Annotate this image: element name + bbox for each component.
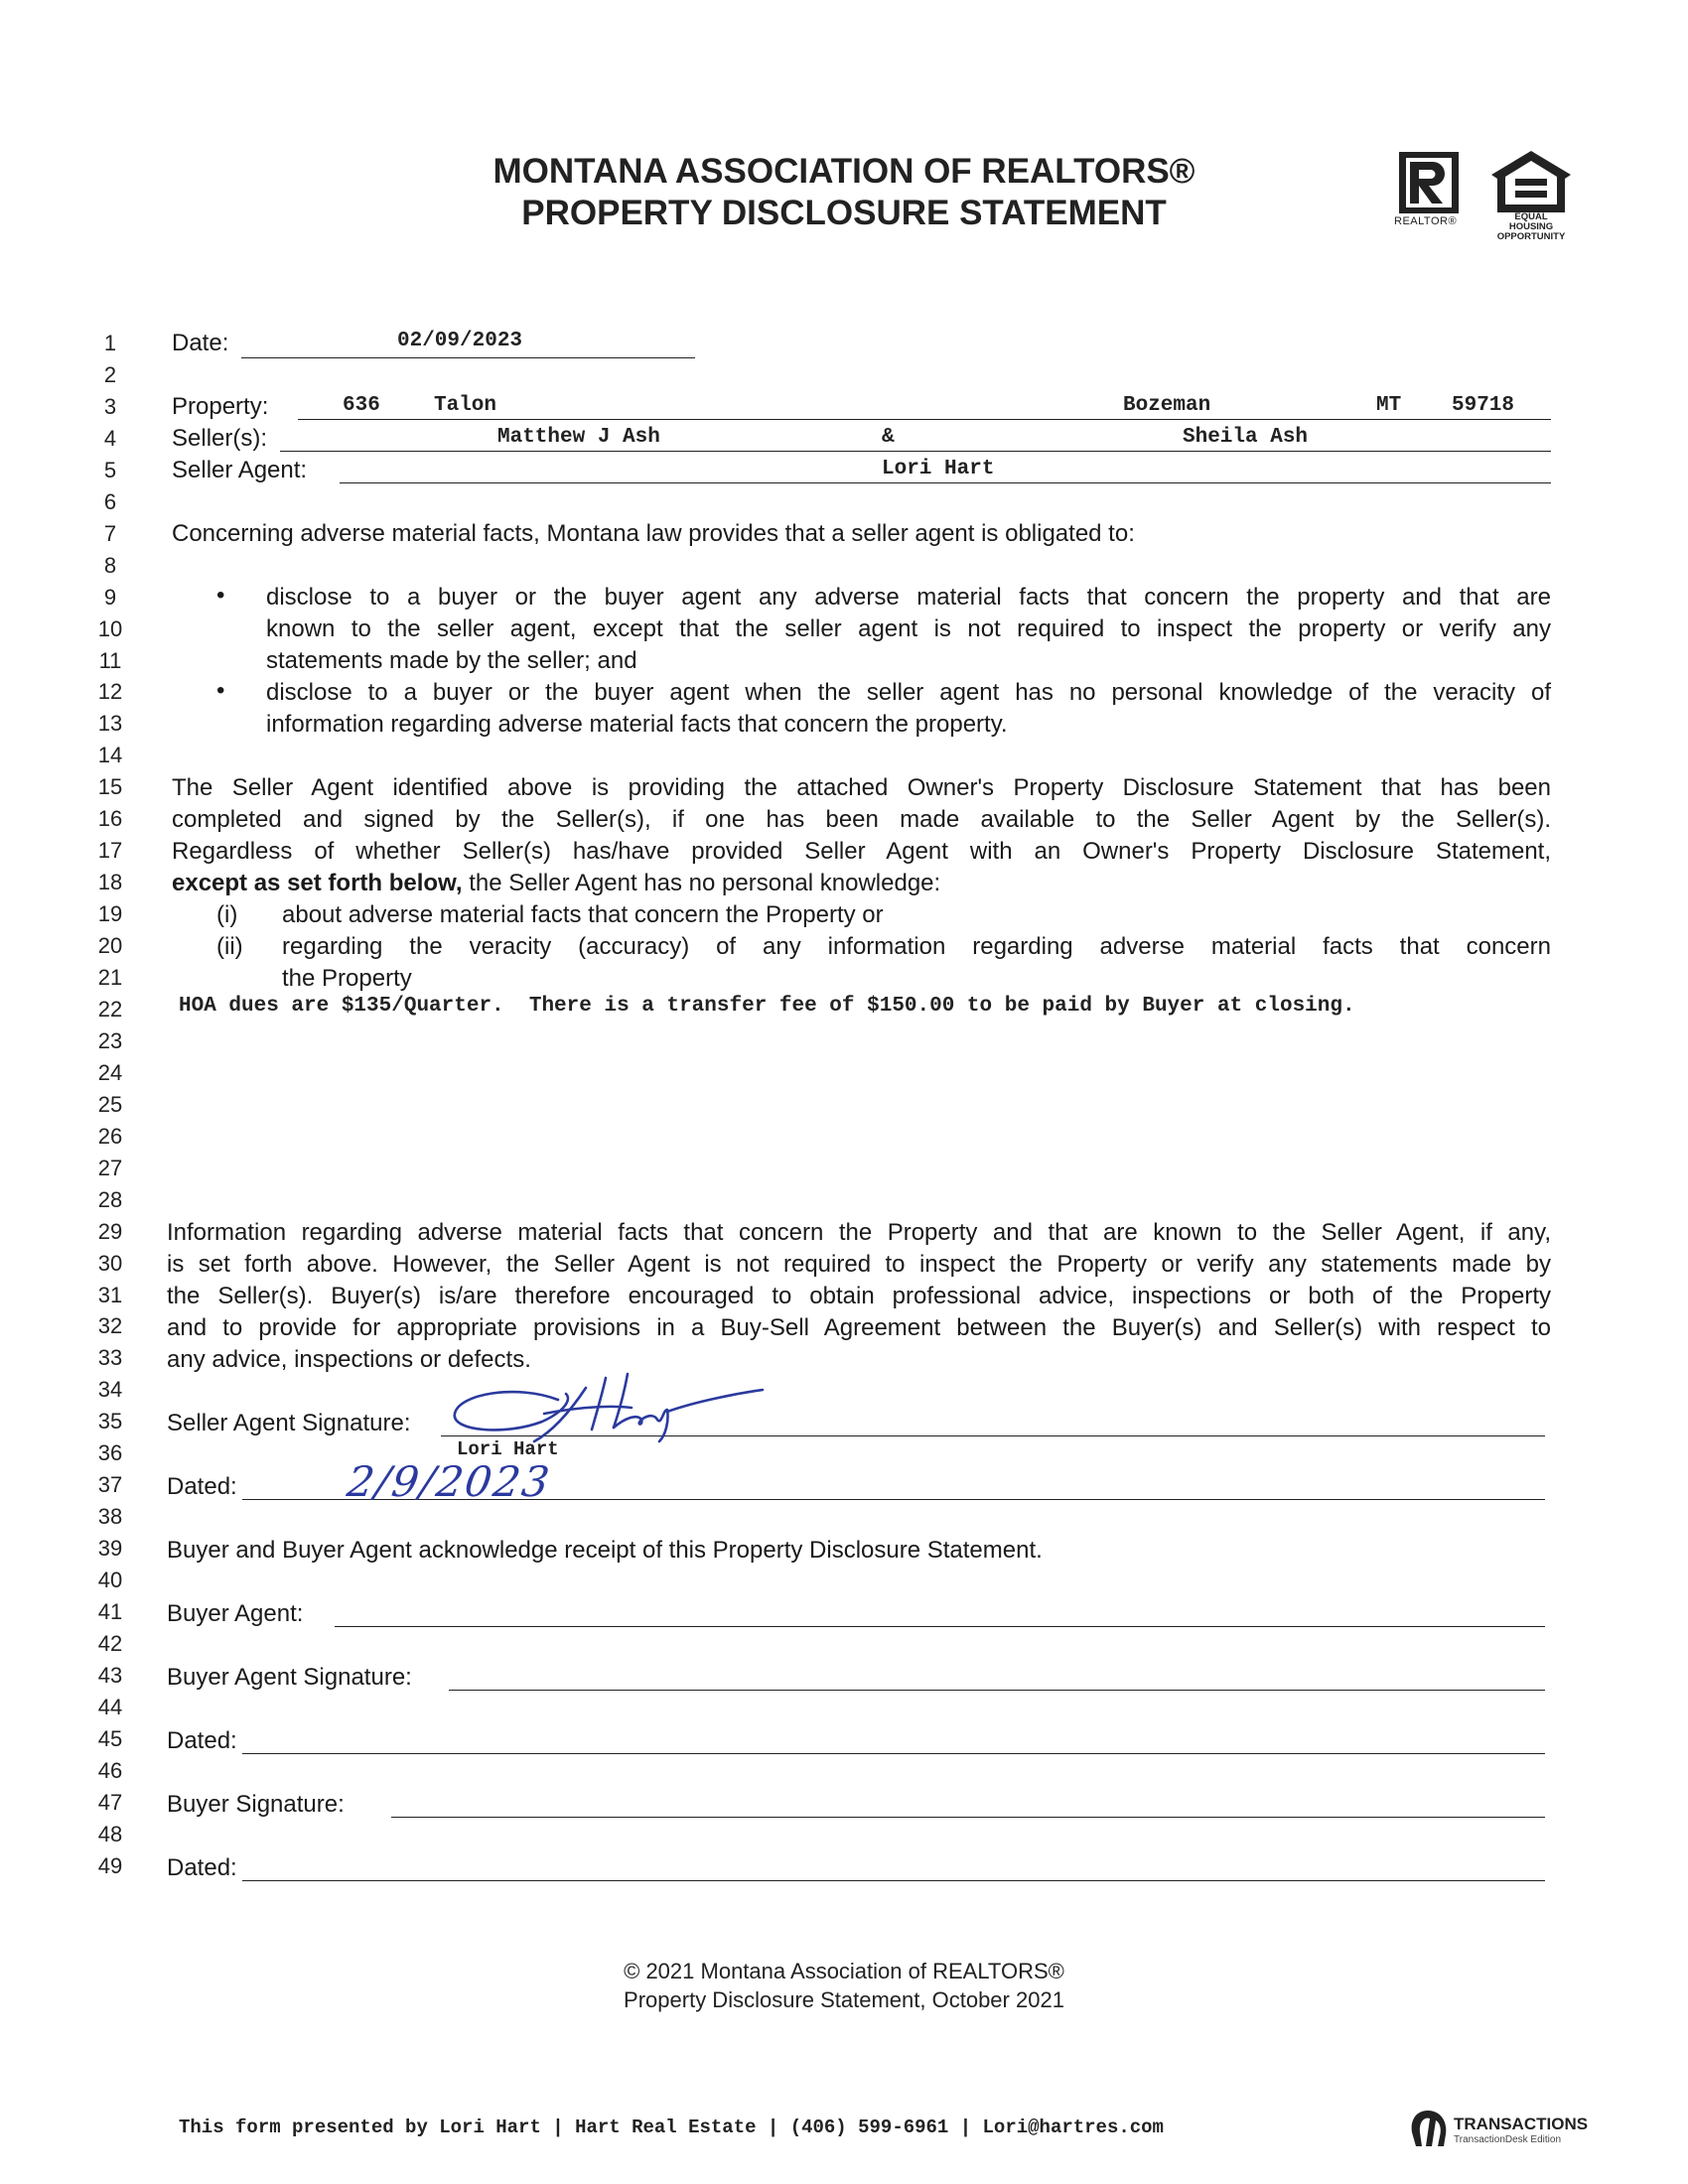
buyer-agent-signature-label: Buyer Agent Signature: xyxy=(167,1664,412,1691)
bullet-1-marker: • xyxy=(216,582,225,609)
transactions-brand: TRANSACTIONS xyxy=(1454,2115,1589,2133)
seller-ampersand: & xyxy=(882,426,895,449)
dated-label: Dated: xyxy=(167,1473,237,1500)
paragraph-line xyxy=(172,868,1551,899)
seller-agent-signature xyxy=(447,1370,774,1449)
paragraph-line: the Seller(s). Buyer(s) is/are therefore encouraged to obtain professional advice, inspections or both of the Property xyxy=(167,1283,1551,1309)
presented-by: This form presented by Lori Hart | Hart Real Estate | (406) 599-6961 | Lori@hartres.com xyxy=(179,2116,1164,2138)
line-number: 2 xyxy=(103,361,117,387)
line-number: 28 xyxy=(97,1186,123,1212)
line-number: 16 xyxy=(97,806,123,832)
information-paragraph xyxy=(167,1217,1551,1376)
line-number: 44 xyxy=(97,1694,123,1719)
line-number: 23 xyxy=(97,1027,123,1053)
transactions-icon xyxy=(1408,2109,1448,2148)
form-title-line2: PROPERTY DISCLOSURE STATEMENT xyxy=(521,194,1167,232)
item-i-text: about adverse material facts that concern the Property or xyxy=(282,901,884,928)
line-number: 36 xyxy=(97,1440,123,1466)
equal-housing-logo xyxy=(1489,149,1573,242)
hoa-note[interactable]: HOA dues are $135/Quarter. There is a transfer fee of $150.00 to be paid by Buyer at closing. xyxy=(179,995,1355,1018)
line-number: 33 xyxy=(97,1345,123,1371)
line-number: 49 xyxy=(97,1852,123,1878)
line-number: 39 xyxy=(97,1536,123,1562)
dated-handwritten: 2/9/2023 xyxy=(344,1457,555,1506)
paragraph-line: completed and signed by the Seller(s), if one has been made available to the Seller Agent by the Seller(s). xyxy=(172,806,1551,833)
line-number: 8 xyxy=(103,552,117,578)
line-number: 6 xyxy=(103,488,117,514)
line-number: 35 xyxy=(97,1409,123,1434)
realtor-r-icon xyxy=(1398,151,1460,216)
form-title-line1: MONTANA ASSOCIATION OF REALTORS® xyxy=(492,152,1196,191)
buyer-agent-line[interactable] xyxy=(335,1626,1545,1627)
line-number: 15 xyxy=(97,774,123,800)
transactions-logo xyxy=(1408,2109,1607,2152)
line-number: 38 xyxy=(97,1504,123,1530)
date-underline xyxy=(241,357,695,358)
line-number: 25 xyxy=(97,1091,123,1117)
line-number: 13 xyxy=(97,711,123,737)
line-number: 31 xyxy=(97,1282,123,1307)
date-value[interactable]: 02/09/2023 xyxy=(397,330,523,352)
item-ii-label: (ii) xyxy=(216,933,243,960)
line-number: 17 xyxy=(97,838,123,864)
paragraph-line: The Seller Agent identified above is providing the attached Owner's Property Disclosure Statement that has been xyxy=(172,774,1551,801)
line-number: 4 xyxy=(103,425,117,451)
line-number: 22 xyxy=(97,996,123,1022)
realtor-logo xyxy=(1394,151,1460,228)
sellers-label: Seller(s): xyxy=(172,425,268,452)
paragraph-line: any advice, inspections or defects. xyxy=(167,1346,531,1373)
line-number: 46 xyxy=(97,1757,123,1783)
buyer-signature-label: Buyer Signature: xyxy=(167,1791,345,1818)
paragraph-line: Regardless of whether Seller(s) has/have provided Seller Agent with an Owner's Property Disclosure Statement, xyxy=(172,838,1551,865)
line-number: 30 xyxy=(97,1250,123,1276)
paragraph-line: and to provide for appropriate provisions in a Buy-Sell Agreement between the Buyer(s) and Seller(s) with respect to xyxy=(167,1314,1551,1341)
line-number: 11 xyxy=(98,647,122,673)
line-number: 9 xyxy=(103,584,117,610)
bullet-1-line: disclose to a buyer or the buyer agent any adverse material facts that concern the property and that are xyxy=(266,584,1551,611)
line-number: 14 xyxy=(97,743,123,768)
sellers-underline xyxy=(280,451,1551,452)
line-number: 40 xyxy=(97,1568,123,1593)
except-bold: except as set forth below, xyxy=(172,870,463,896)
line-number: 45 xyxy=(97,1725,123,1751)
line-number: 43 xyxy=(97,1662,123,1688)
item-ii-text xyxy=(282,931,1551,995)
seller-1[interactable]: Matthew J Ash xyxy=(497,426,660,449)
buyer-agent-label: Buyer Agent: xyxy=(167,1600,304,1627)
paragraph-line: is set forth above. However, the Seller Agent is not required to inspect the Property or verify any statements made by xyxy=(167,1251,1551,1278)
bullet-1-line: statements made by the seller; and xyxy=(266,647,637,674)
date-label: Date: xyxy=(172,330,229,356)
line-number: 1 xyxy=(103,331,117,355)
item-ii-line: regarding the veracity (accuracy) of any information regarding adverse material facts that concern xyxy=(282,933,1551,960)
line-number: 47 xyxy=(97,1789,123,1815)
line-number: 7 xyxy=(103,520,117,546)
line-number: 21 xyxy=(97,965,123,990)
line-number: 26 xyxy=(97,1123,123,1149)
line-number: 24 xyxy=(97,1059,123,1085)
dated-line-3[interactable] xyxy=(242,1880,1545,1881)
property-underline xyxy=(298,419,1551,420)
line-number: 27 xyxy=(97,1155,123,1180)
line-number: 41 xyxy=(97,1599,123,1624)
footer-form-name: Property Disclosure Statement, October 2021 xyxy=(624,1987,1064,2012)
intro-text: Concerning adverse material facts, Montana law provides that a seller agent is obligated to: xyxy=(172,520,1135,547)
line-number: 34 xyxy=(97,1377,123,1403)
line-number: 20 xyxy=(97,933,123,959)
property-label: Property: xyxy=(172,393,269,420)
item-ii-line: the Property xyxy=(282,965,412,992)
transactions-sub: TransactionDesk Edition xyxy=(1454,2134,1562,2145)
realtor-logo-text: REALTOR® xyxy=(1394,215,1458,227)
seller-agent-label: Seller Agent: xyxy=(172,457,308,483)
bullet-2-line: disclose to a buyer or the buyer agent when the seller agent has no personal knowledge of the veracity of xyxy=(266,679,1551,706)
property-zip[interactable]: 59718 xyxy=(1452,394,1515,417)
bullet-1-line: known to the seller agent, except that the seller agent is not required to inspect the property or verify any xyxy=(266,615,1551,642)
line-number: 3 xyxy=(103,393,117,419)
equal-housing-text-2: OPPORTUNITY xyxy=(1496,231,1566,242)
line-number: 10 xyxy=(97,615,123,641)
line-number: 42 xyxy=(97,1630,123,1656)
seller-2[interactable]: Sheila Ash xyxy=(1183,426,1309,449)
buyer-signature-line[interactable] xyxy=(391,1817,1545,1818)
dated-label-2: Dated: xyxy=(167,1727,237,1754)
line-number: 32 xyxy=(97,1313,123,1339)
line-number: 12 xyxy=(97,679,123,705)
equal-housing-text-1: EQUAL HOUSING xyxy=(1508,211,1554,232)
line-number: 48 xyxy=(97,1821,123,1846)
line-number: 29 xyxy=(97,1218,123,1244)
line-number: 19 xyxy=(97,901,123,927)
seller-agent-underline xyxy=(340,482,1551,483)
seller-agent-value[interactable]: Lori Hart xyxy=(882,458,995,480)
line-number: 37 xyxy=(97,1472,123,1498)
property-street[interactable]: Talon xyxy=(434,394,497,417)
dated-line-2[interactable] xyxy=(242,1753,1545,1754)
property-number[interactable]: 636 xyxy=(343,394,380,417)
property-state[interactable]: MT xyxy=(1376,394,1402,417)
line-number: 5 xyxy=(103,457,117,482)
seller-agent-signature-label: Seller Agent Signature: xyxy=(167,1410,411,1436)
footer-copyright: © 2021 Montana Association of REALTORS® xyxy=(624,1959,1064,1983)
bullet-2-text xyxy=(266,677,1551,741)
equal-housing-icon xyxy=(1489,149,1573,214)
line-number: 18 xyxy=(97,870,123,895)
acknowledgement-text: Buyer and Buyer Agent acknowledge receipt of this Property Disclosure Statement. xyxy=(167,1537,1043,1564)
dated-label-3: Dated: xyxy=(167,1854,237,1881)
paragraph-line: Information regarding adverse material facts that concern the Property and that are known to the Seller Agent, if any, xyxy=(167,1219,1551,1246)
item-i-label: (i) xyxy=(216,901,238,928)
seller-agent-printed-name: Lori Hart xyxy=(457,1438,559,1460)
bullet-1-text xyxy=(266,582,1551,677)
buyer-agent-signature-line[interactable] xyxy=(449,1690,1545,1691)
bullet-2-marker: • xyxy=(216,677,225,704)
seller-agent-paragraph xyxy=(172,772,1551,899)
bullet-2-line: information regarding adverse material facts that concern the property. xyxy=(266,711,1008,738)
property-city[interactable]: Bozeman xyxy=(1123,394,1211,417)
paragraph-rest: the Seller Agent has no personal knowledge: xyxy=(462,870,941,896)
